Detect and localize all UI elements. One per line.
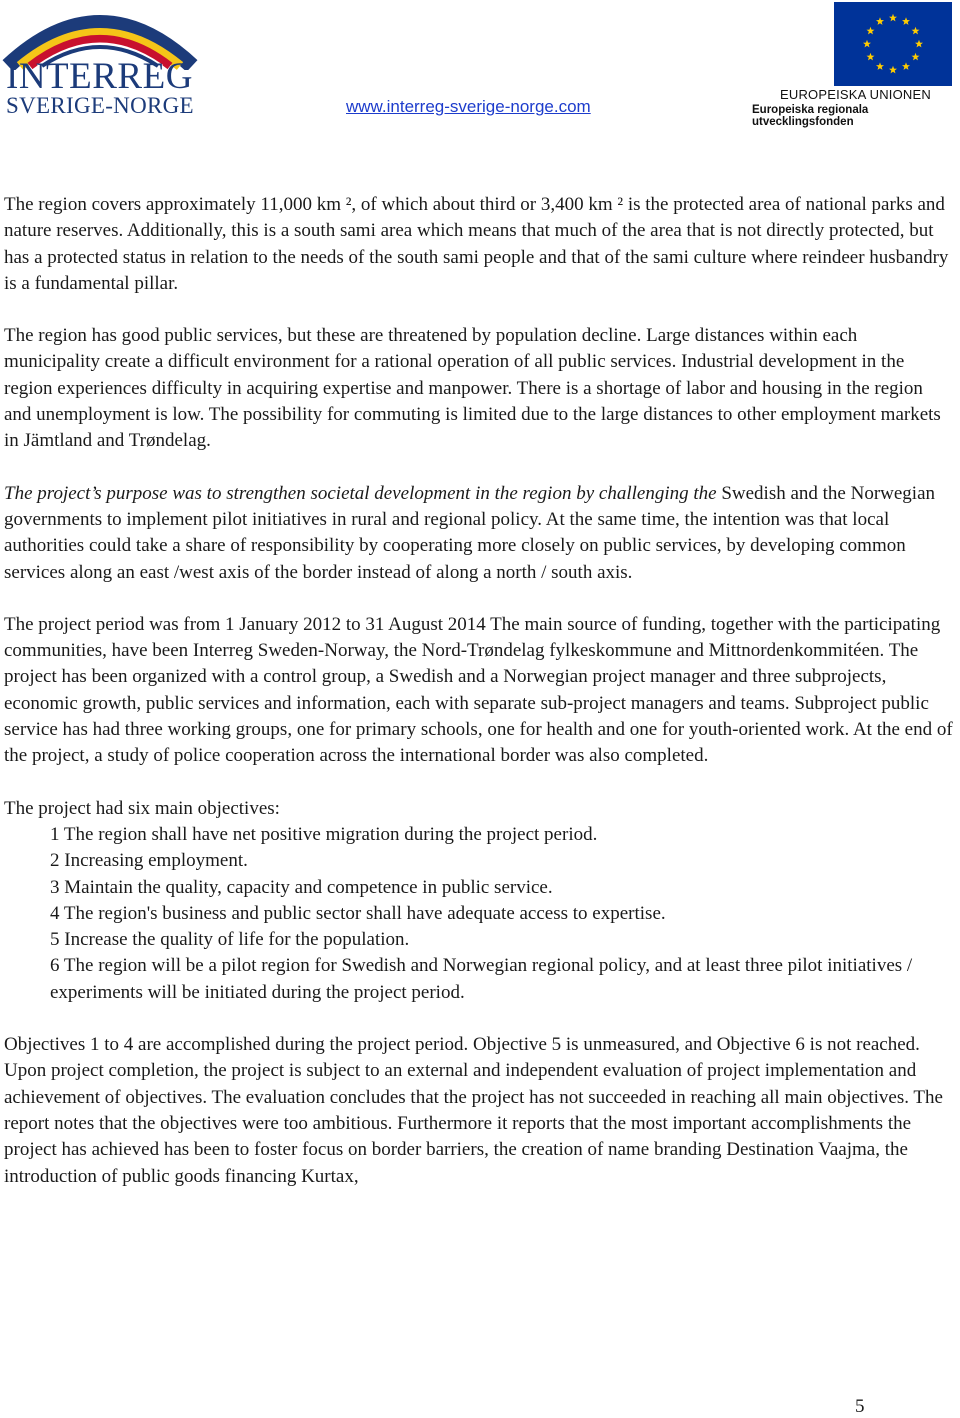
list-item: 4 The region's business and public sector shall have adequate access to expertise. [50,902,666,924]
interreg-logo [0,0,200,120]
eu-star-icon [912,27,920,35]
eu-star-icon [889,66,897,74]
services-paragraph: The region has good public services, but these are threatened by population decline. Large distances within each municipality create a difficult environment for a rational operation of all public services. Industrial development in the region experiences difficulty in acquiring expertise and manpower. There is a shortage of labor and housing in the region and unemployment is low. The possibility for commuting is limited due to the large distances to other employment markets in Jämtland and Trøndelag. [4,325,941,452]
objectives-list [4,822,954,1006]
purpose-italic-text: The project’s purpose was to strengthen societal development in the region by challenging the [4,482,717,504]
eu-star-icon [876,17,884,25]
outcome-paragraph: Objectives 1 to 4 are accomplished during the project period. Objective 5 is unmeasured, and Objective 6 is not reached. [4,1034,920,1056]
region-paragraph: The region covers approximately 11,000 km ², of which about third or 3,400 km ² is the protected area of national parks and nature reserves. Additionally, this is a south sami area which means that much of the area that is not directly protected, but has a protected status in relation to the needs of the south sami people and that of the sami culture where reindeer husbandry is a fundamental pillar. [4,194,949,294]
website-link[interactable]: www.interreg-sverige-norge.com [346,97,591,116]
eu-star-icon [866,27,874,35]
logo-title: INTERREG [6,56,193,97]
list-item: 5 Increase the quality of life for the population. [50,929,410,951]
eu-star-icon [866,53,874,61]
list-item: 1 The region shall have net positive migration during the project period. [50,823,598,845]
list-item: 2 Increasing employment. [50,850,248,872]
eu-star-icon [915,40,923,48]
purpose-text: Swedish and the Norwegian governments to implement pilot initiatives in rural and regional policy. At the same time, the intention was that local authorities could take a share of responsibility by cooperating more closely on public services, by developing common services along an east /west axis of the border instead of along a north / south axis. [4,482,936,583]
eu-star-icon [876,62,884,70]
purpose-paragraph [4,481,954,586]
eu-title: EUROPEISKA UNIONEN [780,87,931,102]
eu-star-icon [912,53,920,61]
eu-star-icon [863,40,871,48]
page-number: 5 [855,1396,865,1417]
eu-star-icon [902,17,910,25]
objectives-intro: The project had six main objectives: [4,797,280,819]
period-paragraph: The project period was from 1 January 2012 to 31 August 2014 The main source of funding, together with the participating communities, have been Interreg Sweden-Norway, the Nord-Trøndelag fylkeskommune and Mittnordenkommitéen. The project has been organized with a control group, a Swedish and a Norwegian project manager and three subprojects, economic growth, public services and information, each with separate sub-project managers and teams. Subproject public service has had three working groups, one for primary schools, one for health and one for youth-oriented work. At the end of the project, a study of police cooperation across the international border was also completed. [4,613,953,767]
list-item: 6 The region will be a pilot region for Swedish and Norwegian regional policy, and at least three pilot initiatives / experiments will be initiated during the project period. [50,955,913,1003]
logo-subtitle: SVERIGE-NORGE [6,93,194,118]
eu-flag-icon [834,2,952,86]
eu-subtitle: Europeiska regionala utvecklingsfonden [752,104,869,128]
eu-star-icon [902,62,910,70]
eu-star-icon [889,14,897,22]
document-body [4,192,954,1216]
list-item: 3 Maintain the quality, capacity and competence in public service. [50,876,553,898]
evaluation-paragraph: Upon project completion, the project is subject to an external and independent evaluation of project implementation and achievement of objectives. The evaluation concludes that the project has not succeeded in reaching all main objectives. The report notes that the objectives were too ambitious. Furthermore it reports that the most important accomplishments the project has achieved has been to foster focus on border barriers, the creation of name branding Destination Vaajma, the introduction of public goods financing Kurtax, [4,1060,943,1187]
